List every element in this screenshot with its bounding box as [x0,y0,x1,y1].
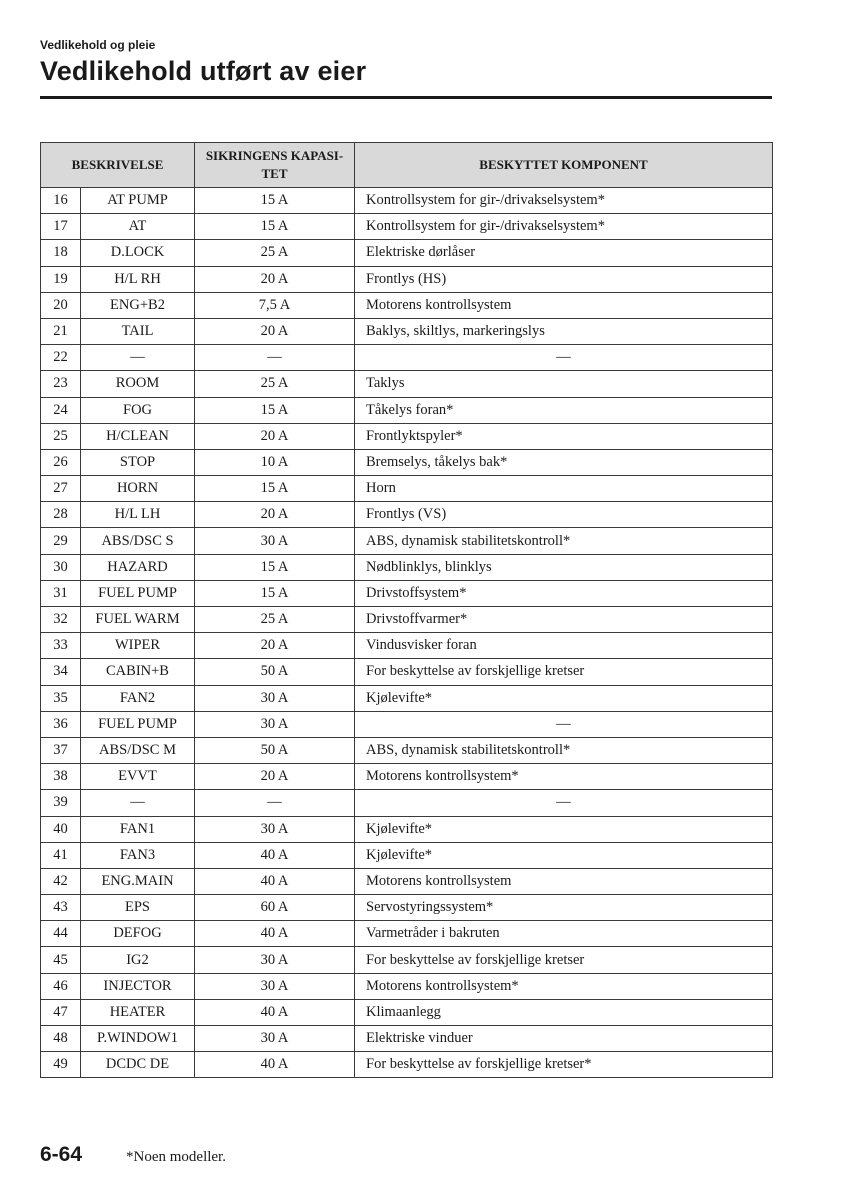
fuse-name-cell: STOP [81,449,195,475]
table-row [41,214,773,240]
table-row [41,711,773,737]
table-row [41,266,773,292]
protected-component-cell: Frontlyktspyler* [355,423,773,449]
table-row [41,633,773,659]
protected-component-cell: For beskyttelse av forskjellige kretser* [355,1052,773,1078]
protected-component-cell: Bremselys, tåkelys bak* [355,449,773,475]
fuse-number-cell: 46 [41,973,81,999]
fuse-capacity-cell: 20 A [195,266,355,292]
protected-component-cell: Kjølevifte* [355,816,773,842]
fuse-name-cell: ENG+B2 [81,292,195,318]
fuse-number-cell: 41 [41,842,81,868]
fuse-number-cell: 43 [41,895,81,921]
fuse-name-cell: H/L LH [81,502,195,528]
fuse-number-cell: 28 [41,502,81,528]
fuse-capacity-cell: 15 A [195,397,355,423]
fuse-number-cell: 20 [41,292,81,318]
protected-component-cell: Frontlys (HS) [355,266,773,292]
protected-component-cell: Motorens kontrollsystem* [355,764,773,790]
fuse-name-cell: AT [81,214,195,240]
protected-component-cell: Elektriske vinduer [355,1026,773,1052]
table-row [41,999,773,1025]
table-row [41,921,773,947]
fuse-number-cell: 42 [41,868,81,894]
fuse-number-cell: 39 [41,790,81,816]
protected-component-cell: Baklys, skiltlys, markeringslys [355,318,773,344]
fuse-number-cell: 40 [41,816,81,842]
column-header-description: BESKRIVELSE [41,143,195,188]
fuse-number-cell: 44 [41,921,81,947]
fuse-name-cell: HAZARD [81,554,195,580]
fuse-number-cell: 47 [41,999,81,1025]
fuse-name-cell: ABS/DSC M [81,737,195,763]
fuse-capacity-cell: 15 A [195,188,355,214]
fuse-capacity-cell: 30 A [195,711,355,737]
fuse-name-cell: FUEL WARM [81,607,195,633]
table-row [41,1052,773,1078]
protected-component-cell: Klimaanlegg [355,999,773,1025]
table-row [41,895,773,921]
table-row [41,397,773,423]
table-row [41,816,773,842]
column-header-capacity [195,143,355,188]
fuse-capacity-cell: 25 A [195,607,355,633]
fuse-number-cell: 31 [41,580,81,606]
fuse-capacity-cell: 40 A [195,999,355,1025]
table-row [41,318,773,344]
fuse-name-cell: H/CLEAN [81,423,195,449]
protected-component-cell: Servostyringssystem* [355,895,773,921]
fuse-number-cell: 35 [41,685,81,711]
protected-component-cell: — [355,345,773,371]
fuse-number-cell: 29 [41,528,81,554]
fuse-capacity-cell: 20 A [195,502,355,528]
fuse-capacity-cell: 60 A [195,895,355,921]
fuse-capacity-cell: 30 A [195,947,355,973]
table-row [41,345,773,371]
table-row [41,764,773,790]
fuse-number-cell: 33 [41,633,81,659]
fuse-number-cell: 16 [41,188,81,214]
fuse-name-cell: P.WINDOW1 [81,1026,195,1052]
fuse-number-cell: 23 [41,371,81,397]
fuse-capacity-cell: 30 A [195,1026,355,1052]
fuse-number-cell: 30 [41,554,81,580]
protected-component-cell: Kontrollsystem for gir-/drivakselsystem* [355,214,773,240]
table-row [41,868,773,894]
fuse-name-cell: ABS/DSC S [81,528,195,554]
page-number: 6-64 [40,1143,83,1166]
fuse-number-cell: 27 [41,476,81,502]
fuse-capacity-cell: 15 A [195,214,355,240]
table-row [41,1026,773,1052]
fuse-name-cell: IG2 [81,947,195,973]
fuse-name-cell: HORN [81,476,195,502]
fuse-capacity-cell: 40 A [195,842,355,868]
protected-component-cell: Kjølevifte* [355,685,773,711]
fuse-capacity-cell: 50 A [195,659,355,685]
fuse-name-cell: FUEL PUMP [81,711,195,737]
fuse-capacity-cell: 20 A [195,633,355,659]
fuse-name-cell: FAN3 [81,842,195,868]
fuse-capacity-cell: 25 A [195,371,355,397]
fuse-name-cell: EVVT [81,764,195,790]
table-row [41,423,773,449]
fuse-number-cell: 21 [41,318,81,344]
fuse-capacity-cell: 40 A [195,921,355,947]
fuse-number-cell: 49 [41,1052,81,1078]
table-header-row [41,143,773,188]
title-divider [40,96,772,99]
protected-component-cell: — [355,711,773,737]
fuse-capacity-cell: 15 A [195,554,355,580]
table-row [41,554,773,580]
protected-component-cell: Nødblinklys, blinklys [355,554,773,580]
protected-component-cell: Drivstoffvarmer* [355,607,773,633]
table-row [41,449,773,475]
fuse-number-cell: 18 [41,240,81,266]
protected-component-cell: Vindusvisker foran [355,633,773,659]
fuse-capacity-cell: 40 A [195,1052,355,1078]
fuse-name-cell: DEFOG [81,921,195,947]
protected-component-cell: Motorens kontrollsystem [355,868,773,894]
protected-component-cell: Kontrollsystem for gir-/drivakselsystem* [355,188,773,214]
footnote: *Noen modeller. [126,1149,226,1165]
protected-component-cell: For beskyttelse av forskjellige kretser [355,947,773,973]
protected-component-cell: Taklys [355,371,773,397]
fuse-capacity-cell: 10 A [195,449,355,475]
fuse-name-cell: FAN2 [81,685,195,711]
fuse-capacity-cell: 7,5 A [195,292,355,318]
table-row [41,790,773,816]
fuse-number-cell: 24 [41,397,81,423]
fuse-number-cell: 48 [41,1026,81,1052]
fuse-capacity-cell: 20 A [195,764,355,790]
table-row [41,659,773,685]
fuse-number-cell: 34 [41,659,81,685]
fuse-name-cell: ROOM [81,371,195,397]
protected-component-cell: Varmetråder i bakruten [355,921,773,947]
fuse-name-cell: H/L RH [81,266,195,292]
fuse-number-cell: 38 [41,764,81,790]
fuse-name-cell: ENG.MAIN [81,868,195,894]
protected-component-cell: Frontlys (VS) [355,502,773,528]
fuse-name-cell: CABIN+B [81,659,195,685]
fuse-capacity-cell: 30 A [195,685,355,711]
table-body [41,188,773,1078]
table-row [41,528,773,554]
table-row [41,580,773,606]
fuse-name-cell: FAN1 [81,816,195,842]
fuse-name-cell: TAIL [81,318,195,344]
fuse-number-cell: 19 [41,266,81,292]
fuse-capacity-cell: 15 A [195,580,355,606]
table-row [41,685,773,711]
fuse-name-cell: AT PUMP [81,188,195,214]
protected-component-cell: Drivstoffsystem* [355,580,773,606]
protected-component-cell: Elektriske dørlåser [355,240,773,266]
fuse-name-cell: — [81,345,195,371]
fuse-name-cell: DCDC DE [81,1052,195,1078]
fuse-number-cell: 45 [41,947,81,973]
fuse-number-cell: 17 [41,214,81,240]
fuse-capacity-cell: 30 A [195,528,355,554]
table-row [41,371,773,397]
table-row [41,240,773,266]
protected-component-cell: ABS, dynamisk stabilitetskontroll* [355,737,773,763]
table-row [41,842,773,868]
fuse-name-cell: HEATER [81,999,195,1025]
fuse-capacity-cell: 30 A [195,816,355,842]
fuse-name-cell: WIPER [81,633,195,659]
fuse-capacity-cell: — [195,345,355,371]
fuse-name-cell: FOG [81,397,195,423]
table-row [41,607,773,633]
fuse-name-cell: INJECTOR [81,973,195,999]
fuse-capacity-cell: 15 A [195,476,355,502]
fuse-number-cell: 26 [41,449,81,475]
protected-component-cell: — [355,790,773,816]
fuse-number-cell: 36 [41,711,81,737]
fuse-name-cell: D.LOCK [81,240,195,266]
fuse-number-cell: 37 [41,737,81,763]
fuse-number-cell: 22 [41,345,81,371]
fuse-capacity-cell: 50 A [195,737,355,763]
protected-component-cell: Horn [355,476,773,502]
table-row [41,947,773,973]
table-row [41,292,773,318]
page-title: Vedlikehold utført av eier [40,56,367,86]
column-header-component: BESKYTTET KOMPONENT [355,143,773,188]
table-row [41,502,773,528]
fuse-name-cell: FUEL PUMP [81,580,195,606]
fuse-capacity-cell: 30 A [195,973,355,999]
protected-component-cell: Kjølevifte* [355,842,773,868]
protected-component-cell: Motorens kontrollsystem [355,292,773,318]
protected-component-cell: For beskyttelse av forskjellige kretser [355,659,773,685]
fuse-capacity-cell: — [195,790,355,816]
fuse-name-cell: EPS [81,895,195,921]
table-row [41,737,773,763]
fuse-capacity-cell: 25 A [195,240,355,266]
section-label: Vedlikehold og pleie [40,38,156,52]
fuse-number-cell: 25 [41,423,81,449]
table-row [41,973,773,999]
protected-component-cell: Motorens kontrollsystem* [355,973,773,999]
column-header-capacity-text: SIKRINGENS KAPASI- TET [205,148,344,181]
fuse-capacity-cell: 40 A [195,868,355,894]
protected-component-cell: Tåkelys foran* [355,397,773,423]
table-row [41,188,773,214]
fuse-capacity-cell: 20 A [195,423,355,449]
protected-component-cell: ABS, dynamisk stabilitetskontroll* [355,528,773,554]
fuse-name-cell: — [81,790,195,816]
fuse-number-cell: 32 [41,607,81,633]
fuse-table [40,142,773,1078]
fuse-capacity-cell: 20 A [195,318,355,344]
table-row [41,476,773,502]
